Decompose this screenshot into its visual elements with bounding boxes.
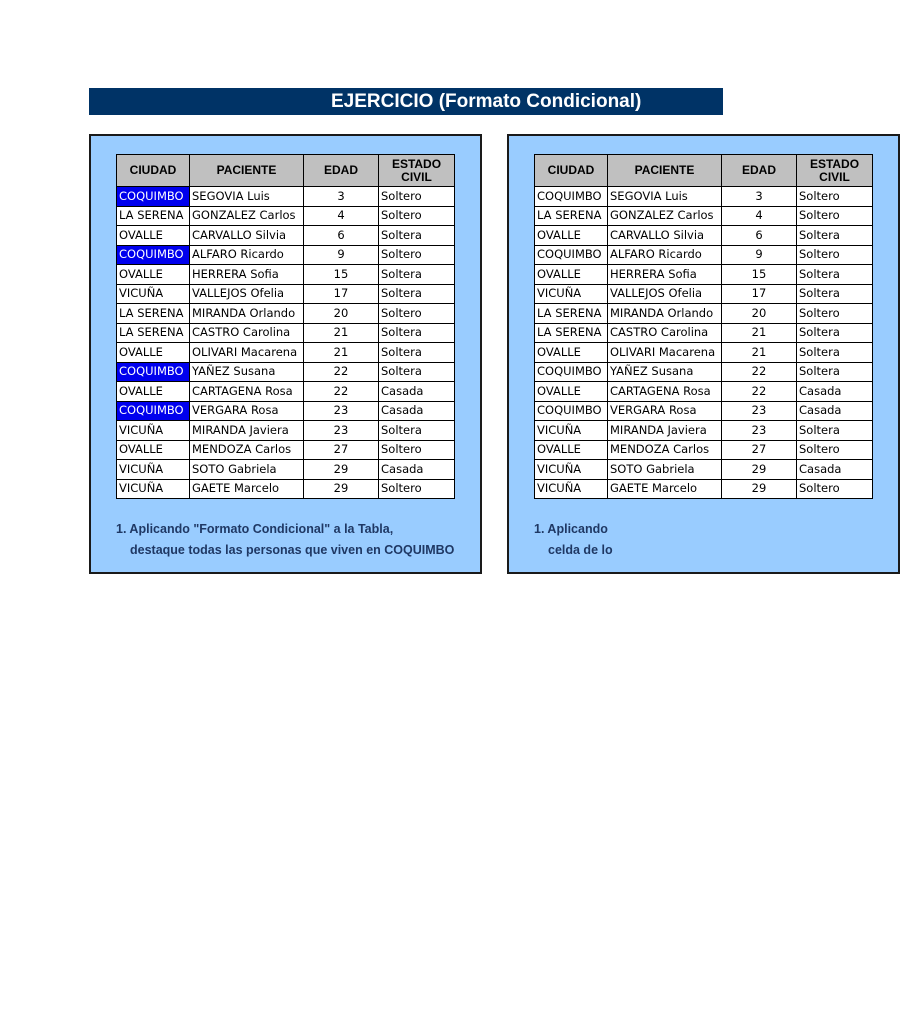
instruction-line-1: 1. Aplicando bbox=[534, 522, 608, 536]
cell-paciente[interactable]: YAÑEZ Susana bbox=[190, 362, 304, 382]
cell-paciente[interactable]: CARTAGENA Rosa bbox=[190, 382, 304, 402]
cell-ciudad[interactable]: OVALLE bbox=[535, 265, 608, 285]
cell-ciudad[interactable]: VICUÑA bbox=[535, 284, 608, 304]
table-row bbox=[535, 265, 873, 285]
cell-edad[interactable]: 22 bbox=[304, 382, 379, 402]
cell-edad[interactable]: 27 bbox=[722, 440, 797, 460]
cell-paciente[interactable]: HERRERA Sofia bbox=[190, 265, 304, 285]
cell-ciudad[interactable]: OVALLE bbox=[117, 265, 190, 285]
cell-paciente[interactable]: CASTRO Carolina bbox=[190, 323, 304, 343]
cell-estado-civil[interactable]: Soltero bbox=[797, 245, 873, 265]
table-row bbox=[117, 245, 455, 265]
header-paciente: PACIENTE bbox=[190, 155, 304, 187]
cell-edad[interactable]: 23 bbox=[722, 401, 797, 421]
cell-estado-civil[interactable]: Casada bbox=[797, 460, 873, 480]
cell-estado-civil[interactable]: Soltera bbox=[379, 284, 455, 304]
header-estado-civil-text: ESTADO CIVIL bbox=[391, 156, 442, 184]
cell-estado-civil[interactable]: Casada bbox=[797, 382, 873, 402]
cell-edad[interactable]: 23 bbox=[304, 401, 379, 421]
patients-table-1 bbox=[116, 154, 455, 499]
cell-paciente[interactable]: CARVALLO Silvia bbox=[190, 226, 304, 246]
cell-paciente[interactable]: SEGOVIA Luis bbox=[608, 187, 722, 207]
header-estado-civil bbox=[797, 155, 873, 187]
cell-edad[interactable]: 27 bbox=[304, 440, 379, 460]
table-row bbox=[117, 440, 455, 460]
cell-estado-civil[interactable]: Soltera bbox=[797, 265, 873, 285]
cell-ciudad[interactable]: COQUIMBO bbox=[117, 401, 190, 421]
cell-edad[interactable]: 22 bbox=[722, 382, 797, 402]
cell-estado-civil[interactable]: Casada bbox=[379, 401, 455, 421]
instruction-line-1: 1. Aplicando "Formato Condicional" a la Tabla, bbox=[116, 522, 394, 536]
cell-paciente[interactable]: ALFARO Ricardo bbox=[190, 245, 304, 265]
cell-ciudad[interactable]: OVALLE bbox=[535, 440, 608, 460]
cell-paciente[interactable]: VALLEJOS Ofelia bbox=[190, 284, 304, 304]
cell-paciente[interactable]: MIRANDA Orlando bbox=[190, 304, 304, 324]
cell-edad[interactable]: 29 bbox=[304, 460, 379, 480]
table-header-row bbox=[117, 155, 455, 187]
table-row bbox=[535, 401, 873, 421]
cell-ciudad[interactable]: OVALLE bbox=[117, 343, 190, 363]
cell-edad[interactable]: 21 bbox=[722, 323, 797, 343]
table-row bbox=[117, 460, 455, 480]
table-row bbox=[117, 343, 455, 363]
cell-edad[interactable]: 20 bbox=[304, 304, 379, 324]
cell-paciente[interactable]: CARTAGENA Rosa bbox=[608, 382, 722, 402]
cell-estado-civil[interactable]: Casada bbox=[379, 382, 455, 402]
table-row bbox=[117, 265, 455, 285]
cell-ciudad[interactable]: OVALLE bbox=[535, 382, 608, 402]
cell-estado-civil[interactable]: Soltero bbox=[379, 206, 455, 226]
cell-ciudad[interactable]: VICUÑA bbox=[535, 421, 608, 441]
table-row bbox=[117, 206, 455, 226]
cell-estado-civil[interactable]: Soltera bbox=[797, 226, 873, 246]
table-row bbox=[535, 382, 873, 402]
table-row bbox=[117, 479, 455, 499]
cell-ciudad[interactable]: COQUIMBO bbox=[535, 187, 608, 207]
cell-estado-civil[interactable]: Soltera bbox=[379, 343, 455, 363]
table-row bbox=[117, 401, 455, 421]
cell-edad[interactable]: 20 bbox=[722, 304, 797, 324]
cell-paciente[interactable]: CARVALLO Silvia bbox=[608, 226, 722, 246]
cell-paciente[interactable]: SOTO Gabriela bbox=[608, 460, 722, 480]
table-row bbox=[535, 226, 873, 246]
table-row bbox=[117, 284, 455, 304]
page-title: EJERCICIO (Formato Condicional) bbox=[331, 91, 642, 112]
cell-paciente[interactable]: GONZALEZ Carlos bbox=[608, 206, 722, 226]
cell-estado-civil[interactable]: Soltera bbox=[379, 362, 455, 382]
cell-estado-civil[interactable]: Soltero bbox=[797, 304, 873, 324]
header-ciudad: CIUDAD bbox=[535, 155, 608, 187]
table-body-2 bbox=[535, 187, 873, 499]
cell-paciente[interactable]: YAÑEZ Susana bbox=[608, 362, 722, 382]
cell-ciudad[interactable]: OVALLE bbox=[535, 226, 608, 246]
exercise-panel-2 bbox=[507, 134, 900, 574]
cell-edad[interactable]: 15 bbox=[304, 265, 379, 285]
cell-estado-civil[interactable]: Soltera bbox=[379, 421, 455, 441]
cell-paciente[interactable]: MENDOZA Carlos bbox=[190, 440, 304, 460]
table-row bbox=[535, 284, 873, 304]
cell-estado-civil[interactable]: Soltero bbox=[797, 440, 873, 460]
cell-ciudad[interactable]: OVALLE bbox=[117, 440, 190, 460]
cell-paciente[interactable]: MIRANDA Javiera bbox=[608, 421, 722, 441]
table-body-1 bbox=[117, 187, 455, 499]
cell-paciente[interactable]: SOTO Gabriela bbox=[190, 460, 304, 480]
table-row bbox=[535, 245, 873, 265]
cell-estado-civil[interactable]: Soltera bbox=[379, 226, 455, 246]
cell-ciudad[interactable]: LA SERENA bbox=[535, 304, 608, 324]
cell-ciudad[interactable]: LA SERENA bbox=[535, 323, 608, 343]
cell-edad[interactable]: 6 bbox=[304, 226, 379, 246]
table-row bbox=[117, 323, 455, 343]
header-estado-civil bbox=[379, 155, 455, 187]
table-row bbox=[535, 460, 873, 480]
cell-edad[interactable]: 29 bbox=[304, 479, 379, 499]
cell-ciudad[interactable]: LA SERENA bbox=[117, 304, 190, 324]
cell-paciente[interactable]: GAETE Marcelo bbox=[190, 479, 304, 499]
cell-edad[interactable]: 9 bbox=[722, 245, 797, 265]
table-row bbox=[535, 479, 873, 499]
cell-paciente[interactable]: HERRERA Sofia bbox=[608, 265, 722, 285]
cell-paciente[interactable]: GAETE Marcelo bbox=[608, 479, 722, 499]
cell-estado-civil[interactable]: Soltero bbox=[379, 440, 455, 460]
cell-edad[interactable]: 22 bbox=[722, 362, 797, 382]
cell-edad[interactable]: 21 bbox=[304, 343, 379, 363]
cell-estado-civil[interactable]: Soltero bbox=[797, 187, 873, 207]
cell-estado-civil[interactable]: Soltero bbox=[797, 206, 873, 226]
cell-ciudad[interactable]: VICUÑA bbox=[535, 460, 608, 480]
cell-ciudad[interactable]: OVALLE bbox=[117, 382, 190, 402]
cell-edad[interactable]: 17 bbox=[722, 284, 797, 304]
table-row bbox=[535, 421, 873, 441]
cell-ciudad[interactable]: VICUÑA bbox=[535, 479, 608, 499]
instruction-text-1 bbox=[116, 519, 476, 561]
cell-estado-civil[interactable]: Soltero bbox=[379, 304, 455, 324]
cell-paciente[interactable]: CASTRO Carolina bbox=[608, 323, 722, 343]
cell-estado-civil[interactable]: Soltero bbox=[379, 187, 455, 207]
cell-paciente[interactable]: OLIVARI Macarena bbox=[190, 343, 304, 363]
instruction-line-2: destaque todas las personas que viven en COQUIMBO bbox=[130, 543, 455, 557]
table-row bbox=[117, 226, 455, 246]
cell-edad[interactable]: 15 bbox=[722, 265, 797, 285]
table-row bbox=[535, 362, 873, 382]
cell-ciudad[interactable]: VICUÑA bbox=[117, 421, 190, 441]
cell-edad[interactable]: 21 bbox=[722, 343, 797, 363]
cell-paciente[interactable]: SEGOVIA Luis bbox=[190, 187, 304, 207]
cell-ciudad[interactable]: COQUIMBO bbox=[117, 245, 190, 265]
cell-ciudad[interactable]: LA SERENA bbox=[117, 323, 190, 343]
cell-edad[interactable]: 17 bbox=[304, 284, 379, 304]
table-row bbox=[117, 362, 455, 382]
cell-ciudad[interactable]: OVALLE bbox=[117, 226, 190, 246]
cell-estado-civil[interactable]: Casada bbox=[379, 460, 455, 480]
cell-estado-civil[interactable]: Soltera bbox=[797, 421, 873, 441]
exercise-panel-1 bbox=[89, 134, 482, 574]
cell-ciudad[interactable]: COQUIMBO bbox=[117, 362, 190, 382]
cell-ciudad[interactable]: VICUÑA bbox=[117, 479, 190, 499]
cell-edad[interactable]: 23 bbox=[304, 421, 379, 441]
cell-ciudad[interactable]: COQUIMBO bbox=[535, 362, 608, 382]
cell-paciente[interactable]: GONZALEZ Carlos bbox=[190, 206, 304, 226]
cell-ciudad[interactable]: COQUIMBO bbox=[117, 187, 190, 207]
table-row bbox=[535, 187, 873, 207]
instruction-text-2 bbox=[534, 519, 894, 561]
cell-edad[interactable]: 3 bbox=[304, 187, 379, 207]
cell-estado-civil[interactable]: Soltero bbox=[379, 245, 455, 265]
cell-edad[interactable]: 29 bbox=[722, 479, 797, 499]
cell-edad[interactable]: 21 bbox=[304, 323, 379, 343]
table-row bbox=[535, 343, 873, 363]
cell-estado-civil[interactable]: Soltera bbox=[797, 323, 873, 343]
table-row bbox=[535, 206, 873, 226]
cell-ciudad[interactable]: LA SERENA bbox=[117, 206, 190, 226]
cell-ciudad[interactable]: VICUÑA bbox=[117, 460, 190, 480]
table-header-row bbox=[535, 155, 873, 187]
table-row bbox=[535, 304, 873, 324]
cell-edad[interactable]: 29 bbox=[722, 460, 797, 480]
cell-paciente[interactable]: MIRANDA Orlando bbox=[608, 304, 722, 324]
cell-estado-civil[interactable]: Soltera bbox=[379, 265, 455, 285]
cell-paciente[interactable]: ALFARO Ricardo bbox=[608, 245, 722, 265]
patients-table-2 bbox=[534, 154, 873, 499]
cell-ciudad[interactable]: LA SERENA bbox=[535, 206, 608, 226]
header-ciudad: CIUDAD bbox=[117, 155, 190, 187]
cell-edad[interactable]: 23 bbox=[722, 421, 797, 441]
cell-paciente[interactable]: VALLEJOS Ofelia bbox=[608, 284, 722, 304]
table-row bbox=[117, 382, 455, 402]
cell-paciente[interactable]: VERGARA Rosa bbox=[190, 401, 304, 421]
table-row bbox=[117, 187, 455, 207]
cell-edad[interactable]: 6 bbox=[722, 226, 797, 246]
cell-ciudad[interactable]: COQUIMBO bbox=[535, 401, 608, 421]
cell-paciente[interactable]: VERGARA Rosa bbox=[608, 401, 722, 421]
header-edad: EDAD bbox=[722, 155, 797, 187]
instruction-line-2: celda de lo bbox=[548, 543, 613, 557]
table-row bbox=[117, 304, 455, 324]
header-estado-civil-text: ESTADO CIVIL bbox=[809, 156, 860, 184]
cell-estado-civil[interactable]: Casada bbox=[797, 401, 873, 421]
cell-estado-civil[interactable]: Soltero bbox=[797, 479, 873, 499]
cell-edad[interactable]: 9 bbox=[304, 245, 379, 265]
cell-estado-civil[interactable]: Soltera bbox=[797, 284, 873, 304]
cell-edad[interactable]: 3 bbox=[722, 187, 797, 207]
cell-edad[interactable]: 4 bbox=[304, 206, 379, 226]
cell-edad[interactable]: 22 bbox=[304, 362, 379, 382]
cell-estado-civil[interactable]: Soltera bbox=[797, 362, 873, 382]
cell-paciente[interactable]: MIRANDA Javiera bbox=[190, 421, 304, 441]
table-row bbox=[535, 440, 873, 460]
cell-estado-civil[interactable]: Soltera bbox=[379, 323, 455, 343]
cell-edad[interactable]: 4 bbox=[722, 206, 797, 226]
cell-estado-civil[interactable]: Soltero bbox=[379, 479, 455, 499]
cell-estado-civil[interactable]: Soltera bbox=[797, 343, 873, 363]
header-edad: EDAD bbox=[304, 155, 379, 187]
cell-ciudad[interactable]: COQUIMBO bbox=[535, 245, 608, 265]
cell-paciente[interactable]: MENDOZA Carlos bbox=[608, 440, 722, 460]
header-paciente: PACIENTE bbox=[608, 155, 722, 187]
table-row bbox=[117, 421, 455, 441]
cell-paciente[interactable]: OLIVARI Macarena bbox=[608, 343, 722, 363]
cell-ciudad[interactable]: VICUÑA bbox=[117, 284, 190, 304]
cell-ciudad[interactable]: OVALLE bbox=[535, 343, 608, 363]
table-row bbox=[535, 323, 873, 343]
